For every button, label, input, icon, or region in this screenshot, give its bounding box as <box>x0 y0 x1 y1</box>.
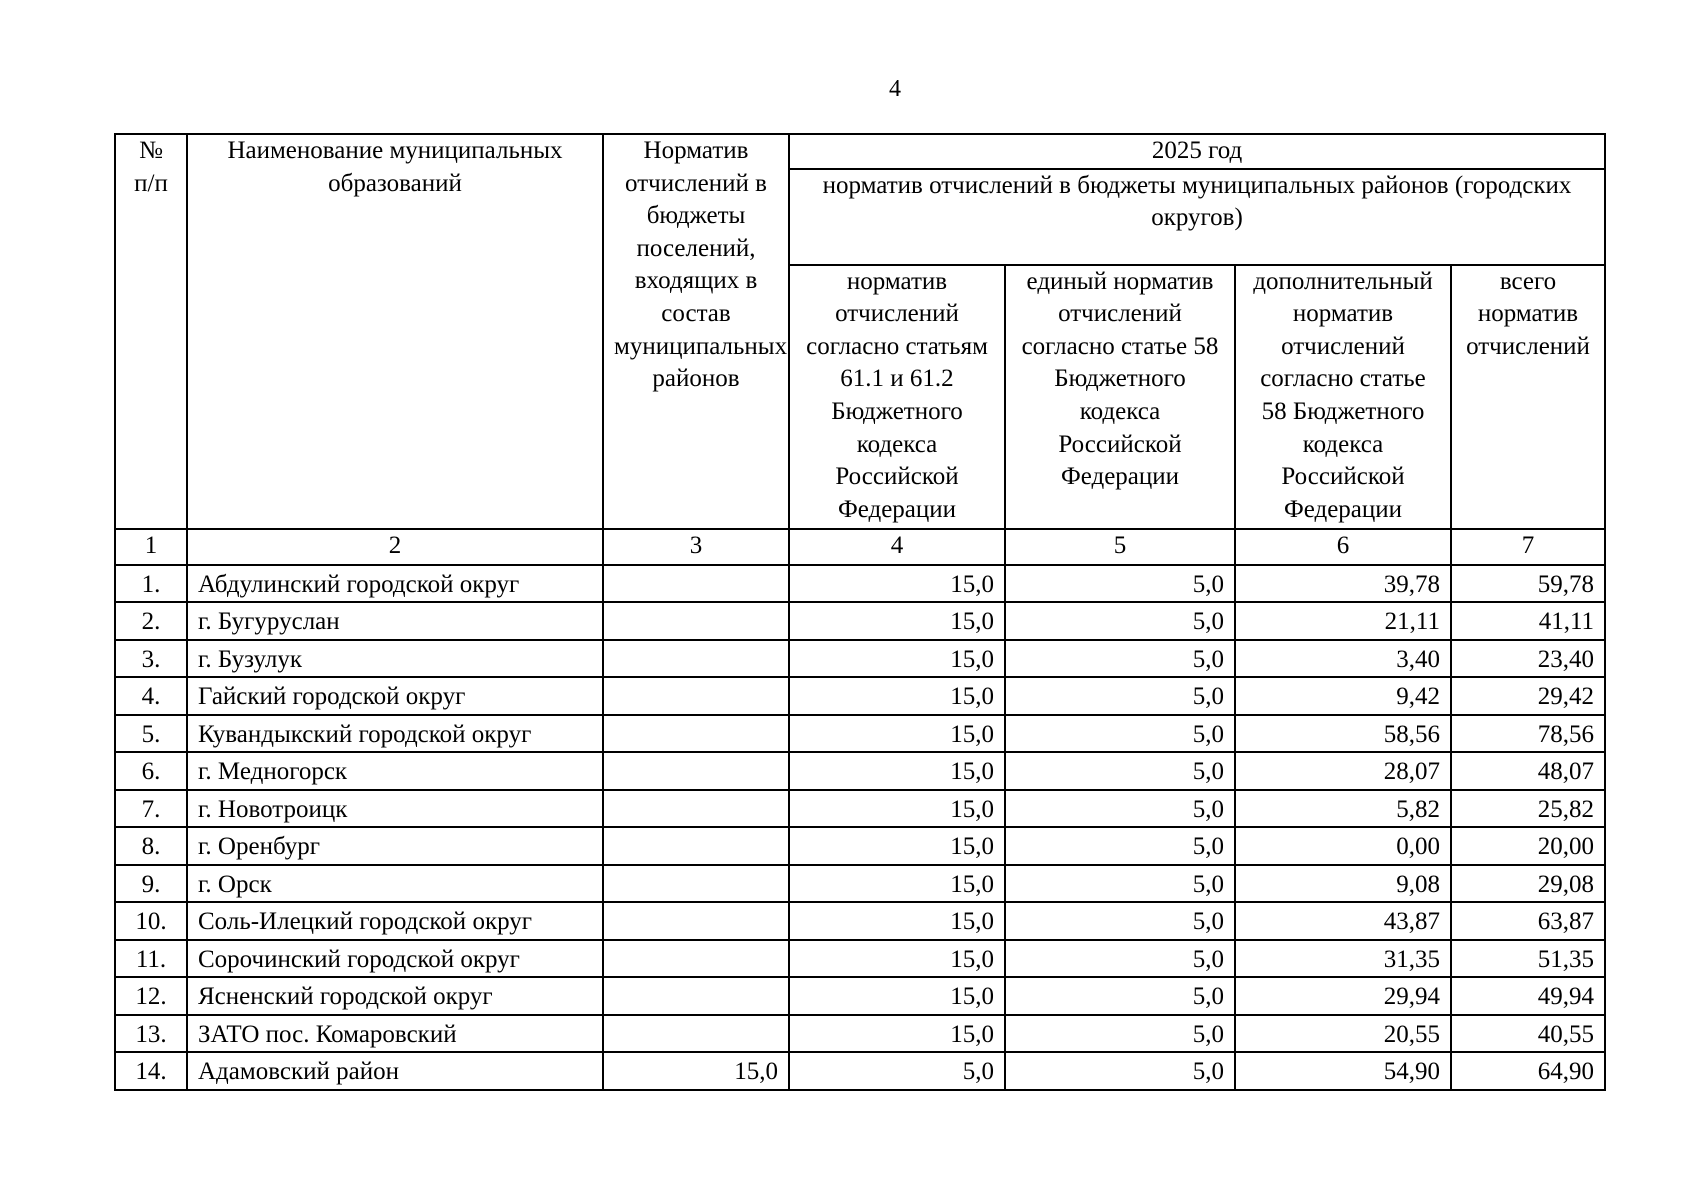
total-norm-cell: 48,07 <box>1451 752 1605 790</box>
table-row <box>115 1015 1605 1053</box>
header-additional-norm-article-58: дополнительный норматив отчислений согласно статье 58 Бюджетного кодекса Российской Федерации <box>1235 265 1451 529</box>
table-row <box>115 715 1605 753</box>
header-total-norm: всего норматив отчислений <box>1451 265 1605 529</box>
header-norm-articles-61: норматив отчислений согласно статьям 61.1 и 61.2 Бюджетного кодекса Российской Федерации <box>789 265 1005 529</box>
total-norm-cell: 25,82 <box>1451 790 1605 828</box>
table-row <box>115 752 1605 790</box>
municipality-name: г. Новотроицк <box>187 790 603 828</box>
additional-norm-cell: 29,94 <box>1235 977 1451 1015</box>
row-index: 14. <box>115 1052 187 1090</box>
norm-articles-61-cell: 15,0 <box>789 827 1005 865</box>
norm-articles-61-cell: 15,0 <box>789 865 1005 903</box>
municipality-name: Сорочинский городской округ <box>187 940 603 978</box>
row-index: 7. <box>115 790 187 828</box>
total-norm-cell: 20,00 <box>1451 827 1605 865</box>
column-number: 6 <box>1235 529 1451 565</box>
municipality-name: г. Оренбург <box>187 827 603 865</box>
table-row <box>115 902 1605 940</box>
table-row <box>115 940 1605 978</box>
single-norm-cell: 5,0 <box>1005 790 1235 828</box>
single-norm-cell: 5,0 <box>1005 752 1235 790</box>
table-row <box>115 602 1605 640</box>
municipality-name: ЗАТО пос. Комаровский <box>187 1015 603 1053</box>
column-number: 7 <box>1451 529 1605 565</box>
municipality-name: г. Медногорск <box>187 752 603 790</box>
single-norm-cell: 5,0 <box>1005 940 1235 978</box>
row-index: 3. <box>115 640 187 678</box>
column-number: 2 <box>187 529 603 565</box>
norm-articles-61-cell: 5,0 <box>789 1052 1005 1090</box>
total-norm-cell: 40,55 <box>1451 1015 1605 1053</box>
row-index: 2. <box>115 602 187 640</box>
row-index: 8. <box>115 827 187 865</box>
norm-articles-61-cell: 15,0 <box>789 677 1005 715</box>
norm-articles-61-cell: 15,0 <box>789 902 1005 940</box>
single-norm-cell: 5,0 <box>1005 677 1235 715</box>
municipality-name: Соль-Илецкий городской округ <box>187 902 603 940</box>
row-index: 11. <box>115 940 187 978</box>
table-row <box>115 977 1605 1015</box>
total-norm-cell: 64,90 <box>1451 1052 1605 1090</box>
single-norm-cell: 5,0 <box>1005 902 1235 940</box>
norm-articles-61-cell: 15,0 <box>789 940 1005 978</box>
settlements-norm-cell <box>603 827 789 865</box>
column-numbers-row <box>115 529 1605 565</box>
settlements-norm-cell <box>603 865 789 903</box>
header-municipality-name: Наименование муниципальных образований <box>187 134 603 529</box>
total-norm-cell: 41,11 <box>1451 602 1605 640</box>
settlements-norm-cell <box>603 790 789 828</box>
header-single-norm-article-58: единый норматив отчислений согласно статье 58 Бюджетного кодекса Российской Федерации <box>1005 265 1235 529</box>
header-year: 2025 год <box>789 134 1605 169</box>
header-index: № п/п <box>115 134 187 529</box>
row-index: 1. <box>115 565 187 603</box>
allocation-norms-table <box>114 133 1606 1091</box>
settlements-norm-cell <box>603 1015 789 1053</box>
row-index: 13. <box>115 1015 187 1053</box>
single-norm-cell: 5,0 <box>1005 865 1235 903</box>
municipality-name: г. Орск <box>187 865 603 903</box>
settlements-norm-cell <box>603 640 789 678</box>
row-index: 6. <box>115 752 187 790</box>
additional-norm-cell: 43,87 <box>1235 902 1451 940</box>
total-norm-cell: 29,42 <box>1451 677 1605 715</box>
single-norm-cell: 5,0 <box>1005 602 1235 640</box>
additional-norm-cell: 54,90 <box>1235 1052 1451 1090</box>
settlements-norm-cell <box>603 902 789 940</box>
page-number: 4 <box>889 76 901 102</box>
table-row <box>115 827 1605 865</box>
total-norm-cell: 23,40 <box>1451 640 1605 678</box>
additional-norm-cell: 5,82 <box>1235 790 1451 828</box>
table-row <box>115 865 1605 903</box>
municipality-name: Адамовский район <box>187 1052 603 1090</box>
total-norm-cell: 51,35 <box>1451 940 1605 978</box>
row-index: 10. <box>115 902 187 940</box>
additional-norm-cell: 31,35 <box>1235 940 1451 978</box>
single-norm-cell: 5,0 <box>1005 565 1235 603</box>
column-number: 5 <box>1005 529 1235 565</box>
additional-norm-cell: 0,00 <box>1235 827 1451 865</box>
single-norm-cell: 5,0 <box>1005 827 1235 865</box>
table-row <box>115 1052 1605 1090</box>
table-row <box>115 565 1605 603</box>
norm-articles-61-cell: 15,0 <box>789 602 1005 640</box>
single-norm-cell: 5,0 <box>1005 1052 1235 1090</box>
header-group-title: норматив отчислений в бюджеты муниципальных районов (городских округов) <box>789 169 1605 265</box>
table-row <box>115 677 1605 715</box>
municipality-name: Кувандыкский городской округ <box>187 715 603 753</box>
row-index: 12. <box>115 977 187 1015</box>
norm-articles-61-cell: 15,0 <box>789 640 1005 678</box>
norm-articles-61-cell: 15,0 <box>789 565 1005 603</box>
settlements-norm-cell <box>603 715 789 753</box>
settlements-norm-cell <box>603 977 789 1015</box>
single-norm-cell: 5,0 <box>1005 715 1235 753</box>
municipality-name: Гайский городской округ <box>187 677 603 715</box>
row-index: 4. <box>115 677 187 715</box>
additional-norm-cell: 9,42 <box>1235 677 1451 715</box>
municipality-name: г. Бугуруслан <box>187 602 603 640</box>
norm-articles-61-cell: 15,0 <box>789 1015 1005 1053</box>
norm-articles-61-cell: 15,0 <box>789 752 1005 790</box>
settlements-norm-cell <box>603 752 789 790</box>
additional-norm-cell: 20,55 <box>1235 1015 1451 1053</box>
total-norm-cell: 78,56 <box>1451 715 1605 753</box>
settlements-norm-cell: 15,0 <box>603 1052 789 1090</box>
settlements-norm-cell <box>603 677 789 715</box>
row-index: 9. <box>115 865 187 903</box>
municipality-name: Абдулинский городской округ <box>187 565 603 603</box>
settlements-norm-cell <box>603 602 789 640</box>
settlements-norm-cell <box>603 565 789 603</box>
column-number: 1 <box>115 529 187 565</box>
additional-norm-cell: 3,40 <box>1235 640 1451 678</box>
single-norm-cell: 5,0 <box>1005 640 1235 678</box>
additional-norm-cell: 21,11 <box>1235 602 1451 640</box>
additional-norm-cell: 9,08 <box>1235 865 1451 903</box>
header-settlements-norm: Норматив отчислений в бюджеты поселений, входящих в состав муниципальных районов <box>603 134 789 529</box>
additional-norm-cell: 39,78 <box>1235 565 1451 603</box>
table-row <box>115 790 1605 828</box>
municipality-name: г. Бузулук <box>187 640 603 678</box>
single-norm-cell: 5,0 <box>1005 977 1235 1015</box>
municipality-name: Ясненский городской округ <box>187 977 603 1015</box>
total-norm-cell: 59,78 <box>1451 565 1605 603</box>
additional-norm-cell: 58,56 <box>1235 715 1451 753</box>
table-row <box>115 640 1605 678</box>
norm-articles-61-cell: 15,0 <box>789 715 1005 753</box>
norm-articles-61-cell: 15,0 <box>789 977 1005 1015</box>
single-norm-cell: 5,0 <box>1005 1015 1235 1053</box>
row-index: 5. <box>115 715 187 753</box>
column-number: 4 <box>789 529 1005 565</box>
settlements-norm-cell <box>603 940 789 978</box>
additional-norm-cell: 28,07 <box>1235 752 1451 790</box>
total-norm-cell: 49,94 <box>1451 977 1605 1015</box>
column-number: 3 <box>603 529 789 565</box>
total-norm-cell: 29,08 <box>1451 865 1605 903</box>
norm-articles-61-cell: 15,0 <box>789 790 1005 828</box>
total-norm-cell: 63,87 <box>1451 902 1605 940</box>
